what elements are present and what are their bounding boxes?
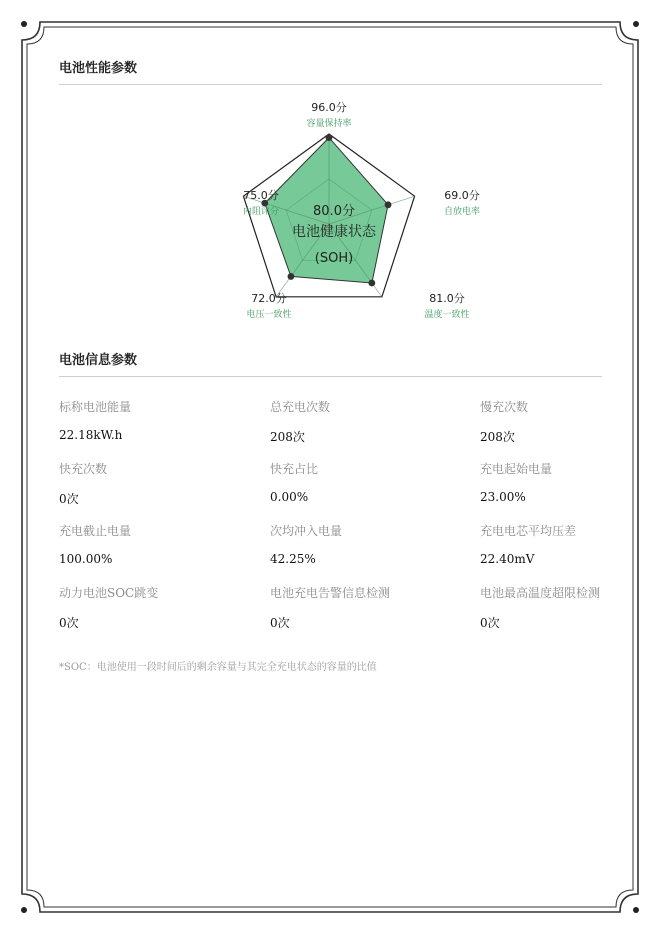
radar-value-label: 72.0分 <box>251 292 287 305</box>
radar-point <box>326 134 333 141</box>
radar-value-label: 75.0分 <box>243 189 279 202</box>
param-label: 充电起始电量 <box>480 462 553 476</box>
radar-axis-label: 电压一致性 <box>246 310 292 320</box>
param-item <box>480 522 660 566</box>
param-value: 0次 <box>270 616 290 630</box>
param-label: 快充次数 <box>59 462 108 476</box>
param-label: 电池最高温度超限检测 <box>480 586 601 600</box>
corner-dot-tr <box>633 21 639 27</box>
param-label: 快充占比 <box>270 462 319 476</box>
param-label: 总充电次数 <box>270 400 331 414</box>
param-item <box>480 584 660 631</box>
radar-axis-label: 温度一致性 <box>424 310 470 320</box>
radar-axis-label: 容量保持率 <box>306 119 352 129</box>
radar-point <box>368 280 375 287</box>
radar-value-label: 81.0分 <box>429 292 465 305</box>
param-label: 动力电池SOC跳变 <box>59 586 159 600</box>
param-value: 100.00% <box>59 552 113 566</box>
section-title-info: 电池信息参数 <box>59 349 602 377</box>
param-label: 充电电芯平均压差 <box>480 524 577 538</box>
param-value: 208次 <box>270 430 305 444</box>
param-label: 充电截止电量 <box>59 524 132 538</box>
radar-point <box>288 273 295 280</box>
soh-abbr: (SOH) <box>314 251 354 266</box>
param-label: 电池充电告警信息检测 <box>270 586 391 600</box>
param-label: 次均冲入电量 <box>270 524 343 538</box>
soh-radar-chart <box>59 0 602 340</box>
param-value: 0次 <box>480 616 500 630</box>
param-item <box>270 398 470 445</box>
corner-dot-br <box>633 907 639 913</box>
param-item <box>270 522 470 566</box>
param-item <box>59 398 259 442</box>
param-value: 208次 <box>480 430 515 444</box>
soc-footnote: *SOC：电池使用一段时间后的剩余容量与其完全充电状态的容量的比值 <box>59 662 377 673</box>
section-title-performance: 电池性能参数 <box>59 57 602 85</box>
param-item <box>59 460 259 507</box>
radar-axis-label: 内阻评分 <box>242 207 280 217</box>
param-item <box>480 398 660 445</box>
radar-axis-label: 自放电率 <box>443 207 481 217</box>
param-value: 22.40mV <box>480 552 535 566</box>
param-value: 23.00% <box>480 490 526 504</box>
soh-score: 80.0分 <box>313 204 355 219</box>
param-item <box>59 584 259 631</box>
param-item <box>270 584 470 631</box>
param-value: 0次 <box>59 616 79 630</box>
corner-dot-tl <box>21 21 27 27</box>
param-item <box>59 522 259 566</box>
param-item <box>480 460 660 504</box>
param-label: 慢充次数 <box>480 400 529 414</box>
corner-dot-bl <box>21 907 27 913</box>
param-value: 42.25% <box>270 552 316 566</box>
param-label: 标称电池能量 <box>59 400 132 414</box>
param-item <box>270 460 470 504</box>
soh-title: 电池健康状态 <box>292 224 376 240</box>
radar-value-label: 96.0分 <box>311 101 347 114</box>
radar-value-label: 69.0分 <box>444 189 480 202</box>
param-value: 22.18kW.h <box>59 428 123 442</box>
param-value: 0.00% <box>270 490 309 504</box>
param-value: 0次 <box>59 492 79 506</box>
radar-point <box>385 201 392 208</box>
